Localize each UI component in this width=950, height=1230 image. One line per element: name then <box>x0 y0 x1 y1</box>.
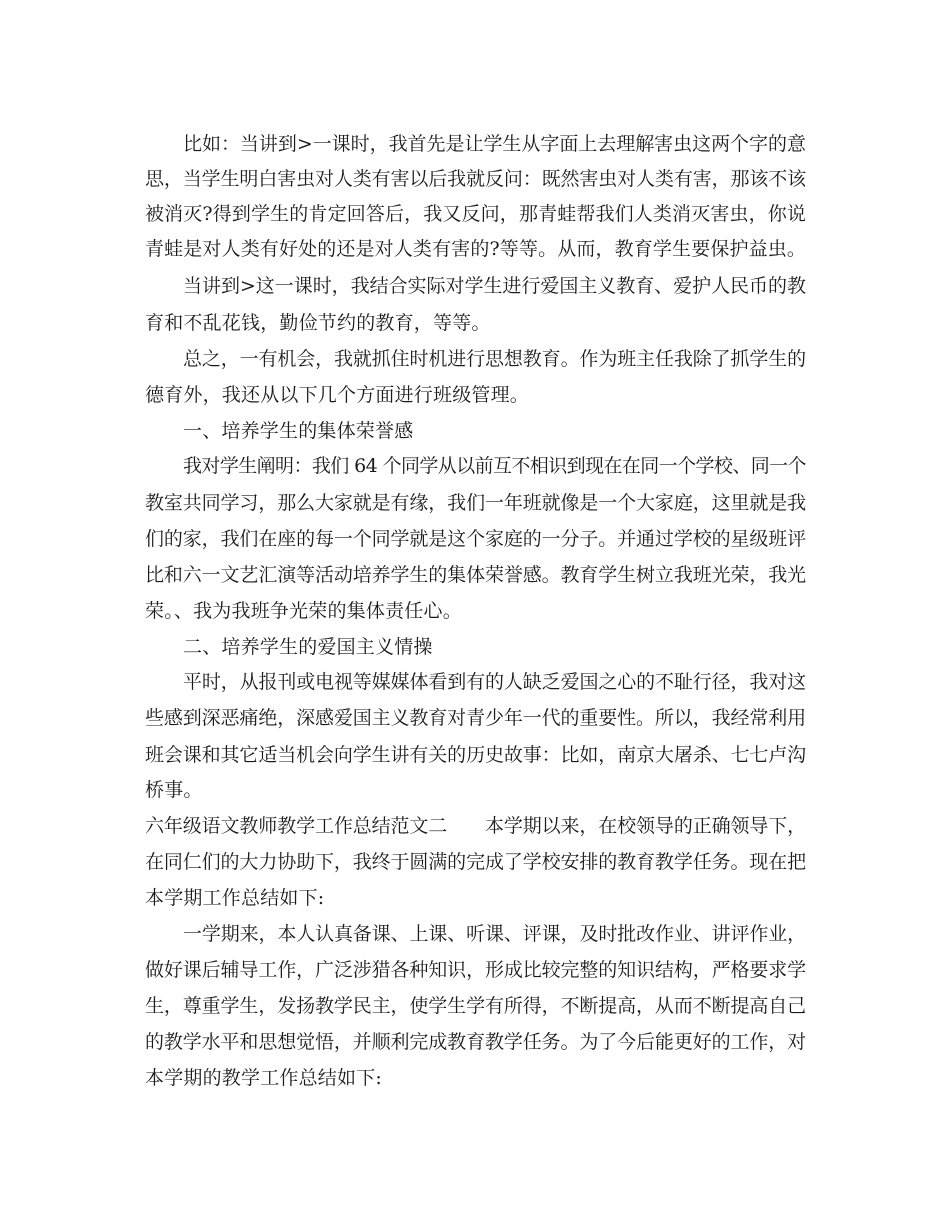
line-text: 我对学生阐明：我们 64 个同学从以前互不相识到现在在同一个学校、同一个 <box>183 455 806 477</box>
text-line <box>0 775 950 805</box>
line-text: 些感到深恶痛绝，深感爱国主义教育对青少年一代的重要性。所以，我经常利用 <box>145 707 807 729</box>
line-text: 平时，从报刊或电视等媒媒体看到有的人缺乏爱国之心的不耻行径，我对这 <box>183 671 806 693</box>
line-text: 当讲到>这一课时，我结合实际对学生进行爱国主义教育、爱护人民币的教 <box>183 275 806 297</box>
text-line <box>0 344 950 374</box>
line-text: 本学期的教学工作总结如下: <box>145 1067 383 1089</box>
line-text: 们的家，我们在座的每一个同学就是这个家庭的一分子。并通过学校的星级班评 <box>145 528 807 550</box>
text-line <box>0 129 950 159</box>
text-line <box>0 703 950 733</box>
text-line <box>0 847 950 877</box>
text-line <box>0 667 950 697</box>
line-text: 本学期工作总结如下: <box>145 887 325 909</box>
text-line <box>0 380 950 410</box>
line-text: 被消灭?得到学生的肯定回答后，我又反问，那青蛙帮我们人类消灭害虫，你说 <box>145 203 807 225</box>
text-line <box>0 1027 950 1057</box>
text-line <box>0 164 950 194</box>
line-text: 比和六一文艺汇演等活动培养学生的集体荣誉感。教育学生树立我班光荣，我光 <box>145 564 807 586</box>
text-line <box>0 271 950 301</box>
line-text: 荣。、我为我班争光荣的集体责任心。 <box>145 600 462 622</box>
text-line <box>0 308 950 338</box>
line-text: 思，当学生明白害虫对人类有害以后我就反问：既然害虫对人类有害，那该不该 <box>145 168 807 190</box>
text-line <box>0 883 950 913</box>
section-heading <box>0 416 950 446</box>
text-line <box>0 955 950 985</box>
line-text: 一学期来，本人认真备课、上课、听课、评课，及时批改作业、讲评作业， <box>183 923 806 945</box>
line-text: 六年级语文教师教学工作总结范文二 本学期以来，在校领导的正确领导下， <box>145 815 807 837</box>
text-line <box>0 811 950 841</box>
text-line <box>0 488 950 518</box>
text-line <box>0 1063 950 1093</box>
line-text: 二、培养学生的爱国主义情操 <box>183 636 433 658</box>
text-line <box>0 234 950 264</box>
text-line <box>0 740 950 770</box>
line-text: 班会课和其它适当机会向学生讲有关的历史故事：比如，南京大屠杀、七七卢沟 <box>145 744 807 766</box>
section-heading <box>0 632 950 662</box>
line-text: 的教学水平和思想觉悟，并顺利完成教育教学任务。为了今后能更好的工作，对 <box>145 1031 807 1053</box>
text-line <box>0 451 950 481</box>
line-text: 桥事。 <box>145 779 203 801</box>
line-text: 在同仁们的大力协助下，我终于圆满的完成了学校安排的教育教学任务。现在把 <box>145 851 807 873</box>
line-text: 做好课后辅导工作，广泛涉猎各种知识，形成比较完整的知识结构，严格要求学 <box>145 959 807 981</box>
text-line <box>0 199 950 229</box>
line-text: 一、培养学生的集体荣誉感 <box>183 420 414 442</box>
text-line <box>0 919 950 949</box>
text-line <box>0 596 950 626</box>
line-text: 总之，一有机会，我就抓住时机进行思想教育。作为班主任我除了抓学生的 <box>183 348 806 370</box>
line-text: 育和不乱花钱，勤俭节约的教育，等等。 <box>145 312 491 334</box>
line-text: 生，尊重学生，发扬教学民主，使学生学有所得，不断提高，从而不断提高自己 <box>145 995 807 1017</box>
text-line <box>0 560 950 590</box>
line-text: 比如：当讲到>一课时，我首先是让学生从字面上去理解害虫这两个字的意 <box>183 133 806 155</box>
line-text: 教室共同学习，那么大家就是有缘，我们一年班就像是一个大家庭，这里就是我 <box>145 492 807 514</box>
line-text: 青蛙是对人类有好处的还是对人类有害的?等等。从而，教育学生要保护益虫。 <box>145 238 807 260</box>
line-text: 德育外，我还从以下几个方面进行班级管理。 <box>145 384 530 406</box>
text-line <box>0 524 950 554</box>
text-line <box>0 991 950 1021</box>
